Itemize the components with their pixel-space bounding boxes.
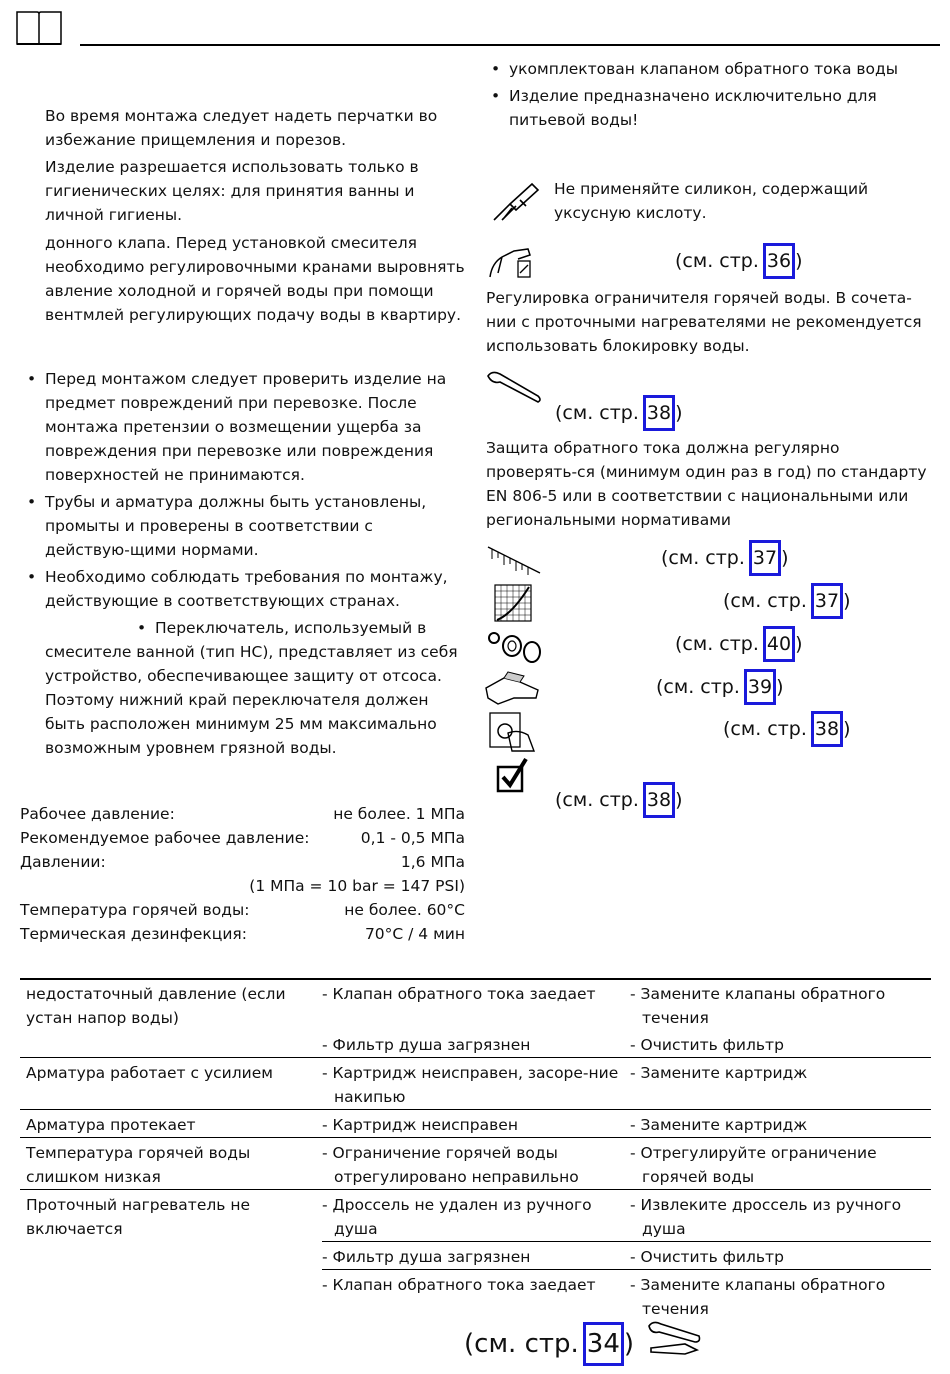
bullet-item: • Изделие предназначено исключительно для питьевой воды! [491,84,921,132]
pressure-note: донного клапа. Перед установкой смесителя необходимо регулировочными кранами выровнять авление холодной и горячей воды при помощи вентмлей регулирующих подачу воды в квартиру. [45,234,465,324]
table-cell-cause: - Дроссель не удален из ручного душа [322,1190,630,1242]
spec-row: Рекомендуемое рабочее давление: 0,1 - 0,5 МПа [20,829,465,847]
page-link[interactable]: 40 [763,626,795,662]
hot-water-note: Регулировка ограничителя горячей воды. В сочета-нии с проточными нагревателями не рекомендуется использовать блокировку воды. [486,289,922,355]
table-cell-fix: - Очистить фильтр [630,1242,931,1270]
footer-page-ref: (см. стр. 34 ) [464,1322,634,1366]
spec-row: Рабочее давление: не более. 1 МПа [20,805,465,823]
table-cell-problem [20,1270,322,1322]
page-ref: (см. стр. 36 ) [675,243,803,279]
table-cell-cause: - Картридж неисправен [322,1110,630,1138]
table-cell-problem [20,1030,322,1058]
table-row [20,1030,931,1058]
table-cell-fix: - Замените картридж [630,1058,931,1110]
hand-valve-icon [488,711,538,753]
page-ref: (см. стр. 39 ) [656,669,784,705]
table-cell-cause: - Клапан обратного тока заедает [322,1276,596,1294]
page-link[interactable]: 38 [643,782,675,818]
page-link[interactable]: 37 [749,540,781,576]
specs-table [20,802,465,946]
table-cell-problem: Арматура работает с усилием [20,1058,322,1110]
page-ref: (см. стр. 38 ) [723,711,851,747]
table-cell-problem: недостаточный давление (если устан напор воды) [26,985,286,1027]
table-cell-cause: - Клапан обратного тока заедает [322,985,596,1003]
table-row [20,1190,931,1242]
page-ref: (см. стр. 40 ) [675,626,803,662]
table-cell-cause: - Ограничение горячей воды отрегулировано неправильно [322,1138,630,1190]
bullet-item: • Необходимо соблюдать требования по монтажу, действующие в соответствующих странах. [27,565,459,613]
table-row [20,1138,931,1190]
header-rule [80,44,940,46]
spec-row: Термическая дезинфекция: 70°C / 4 мин [20,925,465,943]
bullet-item: • укомплектован клапаном обратного тока воды [491,57,921,81]
backflow-note: Защита обратного тока должна регулярно проверять-ся (минимум один раз в год) по стандарту EN 806-5 или в соответствии с национальными или региональными нормативами [486,439,927,529]
table-row [20,979,931,1030]
table-cell-cause: - Картридж неисправен, засоре-ние накипью [322,1058,630,1110]
parts-icon [486,628,544,666]
table-row [20,1058,931,1110]
table-cell-cause: - Фильтр душа загрязнен [322,1242,630,1270]
troubleshooting-table [20,979,931,1321]
table-row [20,1110,931,1138]
page-link[interactable]: 34 [583,1322,624,1366]
grid-chart-icon [494,584,532,622]
table-cell-fix: - Очистить фильтр [630,1030,931,1058]
table-cell-fix: - Извлеките дроссель из ручного душа [630,1190,931,1242]
hand-cloth-icon [484,668,542,708]
table-cell-fix: - Отрегулируйте ограничение горячей воды [630,1138,931,1190]
install-bullets [27,367,459,760]
table-cell-cause: - Фильтр душа загрязнен [322,1030,630,1058]
wrench-icon [486,370,542,404]
page-ref: (см. стр. 37 ) [661,540,789,576]
page-link[interactable]: 38 [811,711,843,747]
spec-row: (1 МПа = 10 bar = 147 PSI) [249,877,465,895]
table-row [20,1242,931,1270]
ruler-icon [486,541,542,577]
page-link[interactable]: 36 [763,243,795,279]
page-ref: (см. стр. 38 ) [555,782,683,818]
bullet-item: • Переключатель, используемый в смесителе ванной (тип HC), представляет из себя устройство, обеспечивающее защиту от отсоса. Поэтому нижний край переключателя должен быть расположен минимум 25 мм максимально возможным уровнем грязной воды. [27,616,459,760]
tools-icon [645,1318,703,1358]
silicone-note: Не применяйте силикон, содержащий уксусную кислоту. [554,180,869,222]
page-link[interactable]: 39 [744,669,776,705]
bullet-item: • Трубы и арматура должны быть установлены, промыты и проверены в соответствии с действую-щими нормами. [27,490,459,562]
table-cell-problem: Проточный нагреватель не включается [26,1196,251,1238]
table-cell-fix: - Замените картридж [630,1110,931,1138]
spec-row: Давлении: 1,6 МПа [20,853,465,871]
table-cell-fix: - Замените клапаны обратного течения [630,985,886,1027]
table-cell-problem: Температура горячей воды слишком низкая [20,1138,322,1190]
hand-dial-icon [488,243,538,283]
table-row [20,1270,931,1322]
checkbox-icon [496,757,530,793]
silicone-gun-icon [490,180,542,224]
usage-note: Изделие разрешается использовать только в гигиенических целях: для принятия ванны и личной гигиены. [45,158,419,224]
table-cell-problem: Арматура протекает [20,1110,322,1138]
page-link[interactable]: 38 [643,395,675,431]
page-ref: (см. стр. 37 ) [723,583,851,619]
page-link[interactable]: 37 [811,583,843,619]
book-icon [15,10,63,46]
page-ref: (см. стр. 38 ) [555,395,683,431]
table-cell-fix: - Замените клапаны обратного течения [630,1276,886,1318]
table-cell-problem [20,1242,322,1270]
bullet-item: • Перед монтажом следует проверить изделие на предмет повреждений при перевозке. После монтажа претензии о возмещении ущерба за повреждения при перевозке или повреждения поверхностей не принимаются. [27,367,459,487]
product-bullets [491,57,921,132]
gloves-note: Во время монтажа следует надеть перчатки во избежание прищемления и порезов. [45,107,438,149]
spec-row: Температура горячей воды: не более. 60°C [20,901,465,919]
